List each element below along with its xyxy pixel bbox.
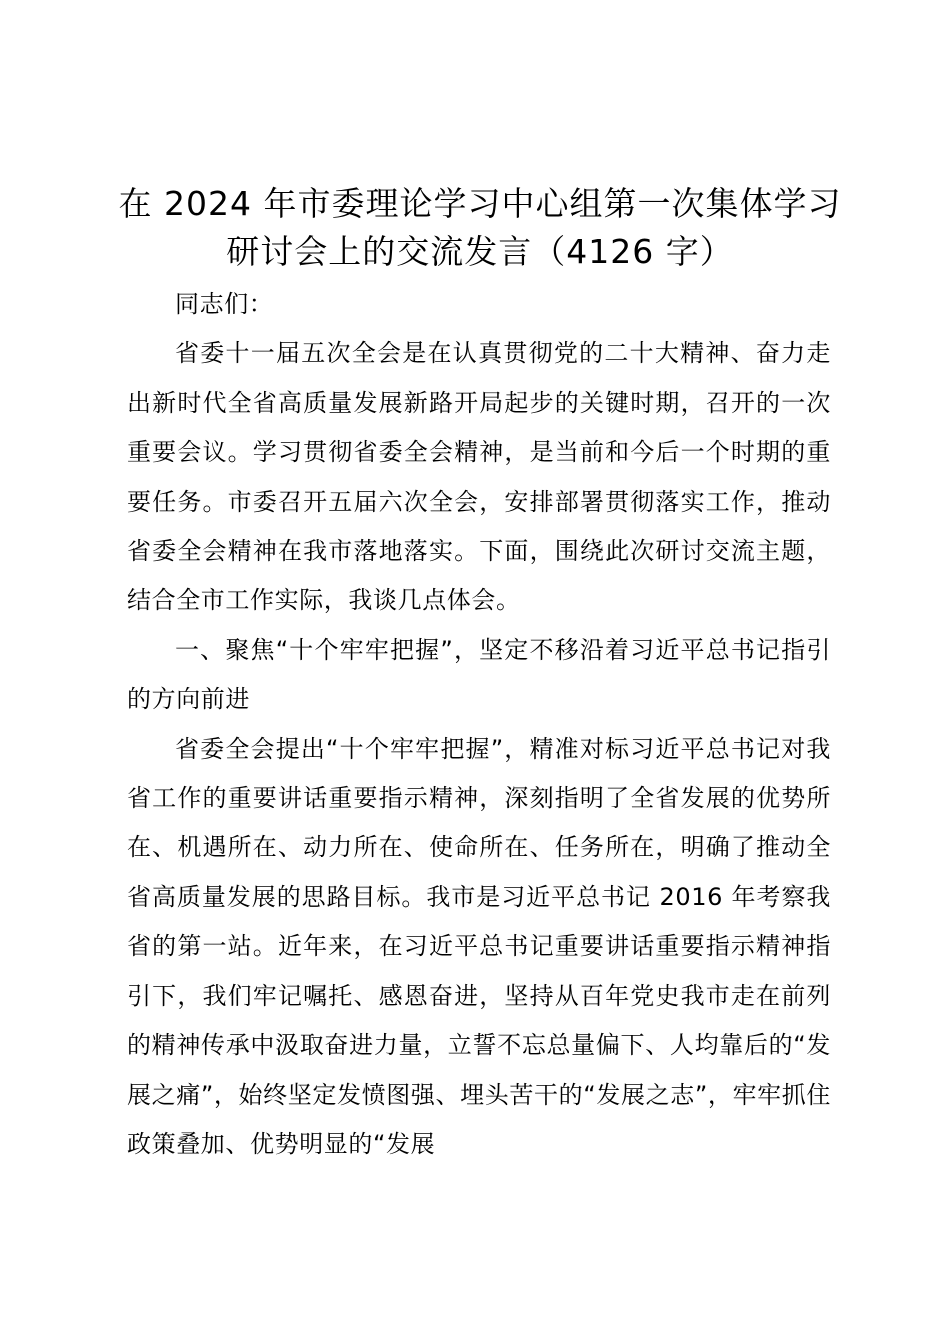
- paragraph-section-1: 省委全会提出“十个牢牢把握”，精准对标习近平总书记对我省工作的重要讲话重要指示精神，深刻指明了全省发展的优势所在、机遇所在、动力所在、使命所在、任务所在，明确了推动全省高质量发展的思路目标。我市是习近平总书记 2016 年考察我省的第一站。近年来，在习近平总书记重要讲话重要指示精神指引下，我们牢记嘱托、感恩奋进，坚持从百年党史我市走在前列的精神传承中汲取奋进力量，立誓不忘总量偏下、人均靠后的“发展之痛”，始终坚定发愤图强、埋头苦干的“发展之志”，牢牢抓住政策叠加、优势明显的“发展: [127, 734, 831, 1158]
- salutation: 同志们：: [175, 290, 274, 318]
- paragraph-intro: 省委十一届五次全会是在认真贯彻党的二十大精神、奋力走出新时代全省高质量发展新路开局起步的关键时期，召开的一次重要会议。学习贯彻省委全会精神，是当前和今后一个时期的重要任务。市委召开五届六次全会，安排部署贯彻落实工作，推动省委全会精神在我市落地落实。下面，围绕此次研讨交流主题，结合全市工作实际，我谈几点体会。: [127, 339, 831, 615]
- section-heading-1: 一、聚焦“十个牢牢把握”，坚定不移沿着习近平总书记指引的方向前进: [127, 635, 831, 714]
- document-title: 在 2024 年市委理论学习中心组第一次集体学习研讨会上的交流发言（4126 字）: [118, 184, 842, 271]
- document-body: [127, 280, 831, 1169]
